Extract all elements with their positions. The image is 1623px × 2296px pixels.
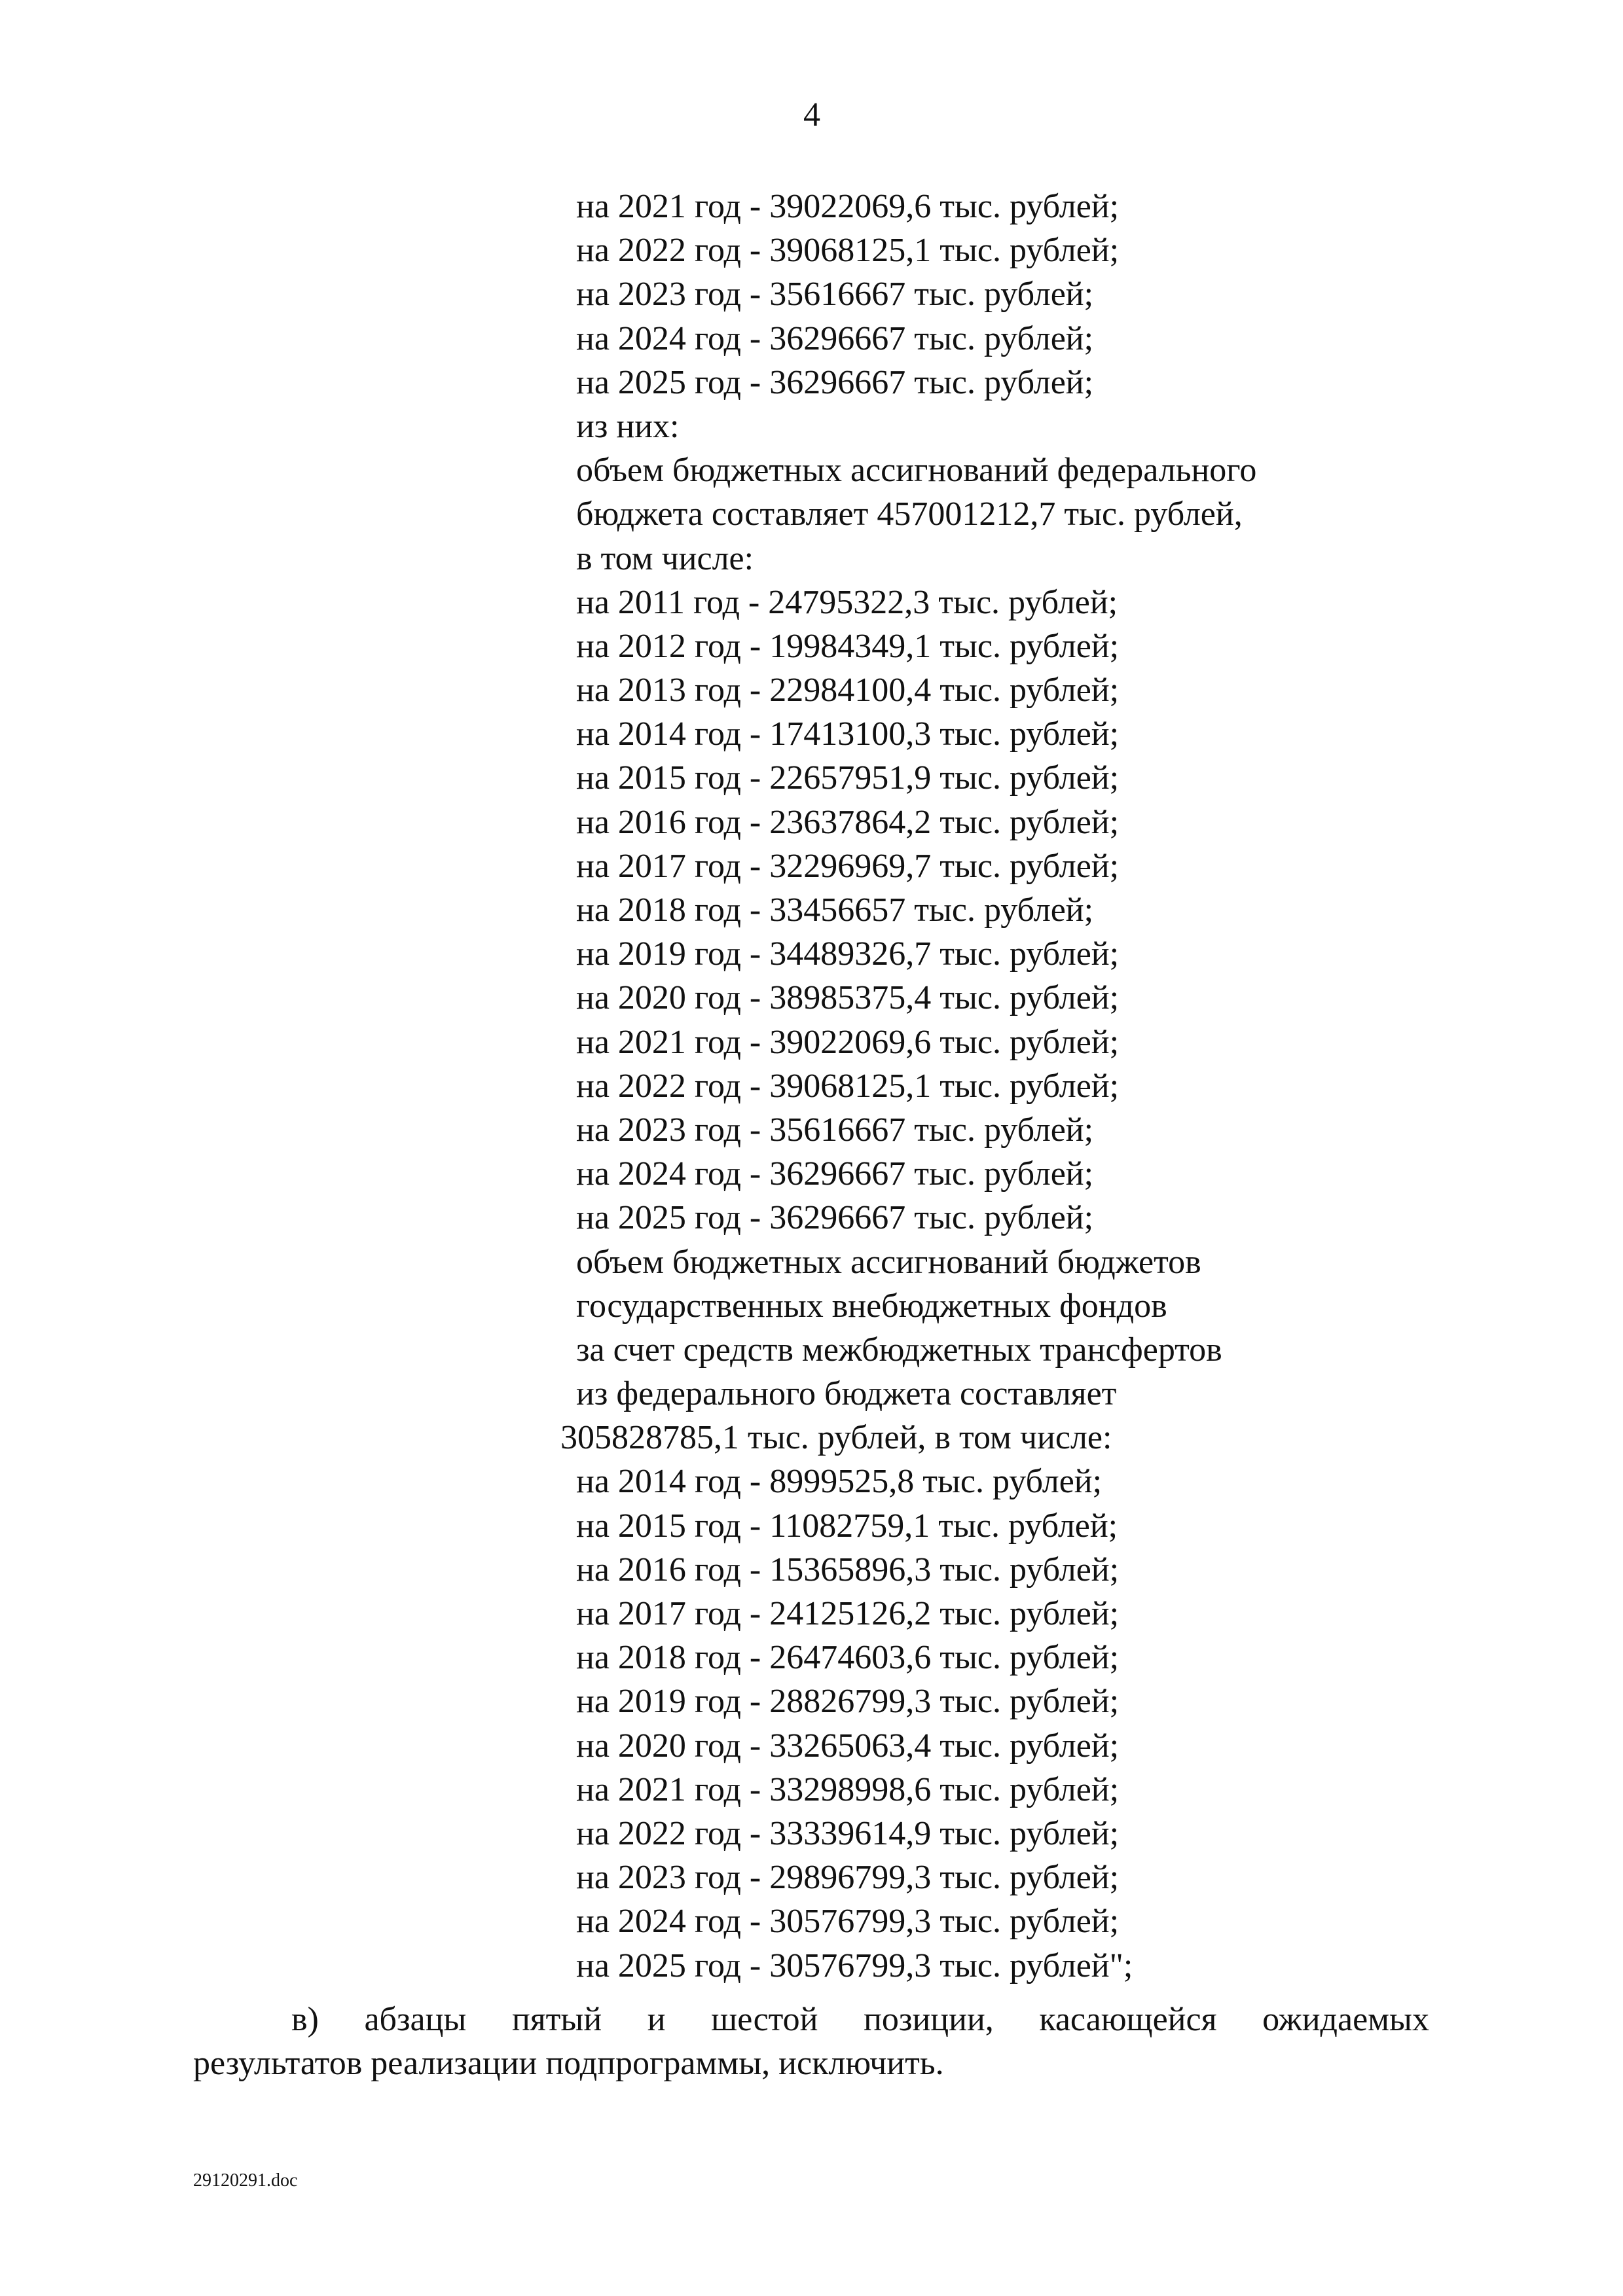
paragraph-line-1: в) абзацы пятый и шестой позиции, касающейся ожидаемых [291,2001,1429,2038]
list-line: на 2012 год - 19984349,1 тыс. рублей; [576,627,1120,665]
list-line: на 2016 год - 23637864,2 тыс. рублей; [576,803,1120,841]
list-line: объем бюджетных ассигнований федерального [576,452,1257,490]
list-line: на 2022 год - 39068125,1 тыс. рублей; [576,1067,1120,1105]
list-line: на 2023 год - 29896799,3 тыс. рублей; [576,1859,1120,1897]
list-line: на 2020 год - 33265063,4 тыс. рублей; [576,1727,1120,1765]
list-line: на 2019 год - 28826799,3 тыс. рублей; [576,1683,1120,1721]
list-line: на 2014 год - 8999525,8 тыс. рублей; [576,1463,1103,1501]
list-line: на 2013 год - 22984100,4 тыс. рублей; [576,672,1120,709]
list-line: государственных внебюджетных фондов [576,1287,1167,1325]
list-line: на 2018 год - 33456657 тыс. рублей; [576,891,1094,929]
list-line: на 2018 год - 26474603,6 тыс. рублей; [576,1639,1120,1677]
list-line: на 2020 год - 38985375,4 тыс. рублей; [576,979,1120,1017]
page-number: 4 [803,96,820,134]
closing-paragraph [193,1998,1429,2085]
list-line: за счет средств межбюджетных трансфертов [576,1331,1222,1369]
list-line: на 2024 год - 30576799,3 тыс. рублей; [576,1903,1120,1941]
list-line: на 2022 год - 33339614,9 тыс. рублей; [576,1814,1120,1852]
list-line: на 2011 год - 24795322,3 тыс. рублей; [576,583,1118,621]
footer-filename: 29120291.doc [193,2170,298,2191]
list-line: объем бюджетных ассигнований бюджетов [576,1243,1201,1281]
funding-list [560,185,1493,1988]
list-line: на 2021 год - 39022069,6 тыс. рублей; [576,1023,1120,1061]
list-line: на 2014 год - 17413100,3 тыс. рублей; [576,715,1120,753]
list-line: на 2023 год - 35616667 тыс. рублей; [576,276,1094,314]
list-line: на 2017 год - 32296969,7 тыс. рублей; [576,847,1120,885]
list-line: на 2024 год - 36296667 тыс. рублей; [576,1155,1094,1193]
list-line: на 2022 год - 39068125,1 тыс. рублей; [576,232,1120,270]
list-line: на 2016 год - 15365896,3 тыс. рублей; [576,1551,1120,1588]
list-line: на 2019 год - 34489326,7 тыс. рублей; [576,935,1120,973]
list-line: на 2017 год - 24125126,2 тыс. рублей; [576,1595,1120,1632]
list-line: на 2015 год - 11082759,1 тыс. рублей; [576,1507,1118,1545]
list-line: 305828785,1 тыс. рублей, в том числе: [560,1419,1112,1457]
paragraph-line-2: результатов реализации подпрограммы, исключить. [193,2045,944,2082]
list-line: на 2021 год - 33298998,6 тыс. рублей; [576,1770,1120,1808]
list-line: на 2023 год - 35616667 тыс. рублей; [576,1111,1094,1149]
list-line: из них: [576,407,680,445]
list-line: на 2021 год - 39022069,6 тыс. рублей; [576,188,1120,225]
list-line: на 2025 год - 30576799,3 тыс. рублей"; [576,1946,1133,1984]
list-line: на 2025 год - 36296667 тыс. рублей; [576,1199,1094,1237]
list-line: бюджета составляет 457001212,7 тыс. рублей, [576,495,1243,533]
list-line: из федерального бюджета составляет [576,1375,1117,1413]
list-line: на 2024 год - 36296667 тыс. рублей; [576,319,1094,357]
list-line: на 2015 год - 22657951,9 тыс. рублей; [576,759,1120,797]
list-line: на 2025 год - 36296667 тыс. рублей; [576,363,1094,401]
list-line: в том числе: [576,539,754,577]
